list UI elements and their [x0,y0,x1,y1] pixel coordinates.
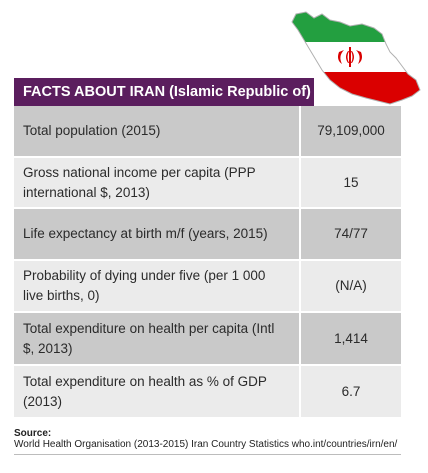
source-title: Source: [14,428,52,439]
fact-value: 1,414 [300,312,401,365]
fact-value: 6.7 [300,365,401,418]
table-row [14,208,401,260]
table-title: FACTS ABOUT IRAN (Islamic Republic of) [14,78,314,106]
fact-value: 15 [300,157,401,208]
table-row [14,260,401,312]
fact-label: Total expenditure on health per capita (Intl $, 2013) [14,312,300,365]
fact-label: Total expenditure on health as % of GDP (2013) [14,365,300,418]
divider [14,454,401,455]
fact-label: Probability of dying under five (per 1 000 live births, 0) [14,260,300,312]
table-row [14,157,401,208]
table-row [14,365,401,418]
source-note [14,428,404,450]
table-row [14,312,401,365]
fact-label: Life expectancy at birth m/f (years, 2015) [14,208,300,260]
fact-value: (N/A) [300,260,401,312]
table-row [14,106,401,157]
fact-label: Total population (2015) [14,106,300,157]
fact-label: Gross national income per capita (PPP international $, 2013) [14,157,300,208]
fact-value: 74/77 [300,208,401,260]
facts-table [14,106,401,419]
source-text: World Health Organisation (2013-2015) Iran Country Statistics who.int/countries/irn/en/ [14,439,398,450]
fact-value: 79,109,000 [300,106,401,157]
